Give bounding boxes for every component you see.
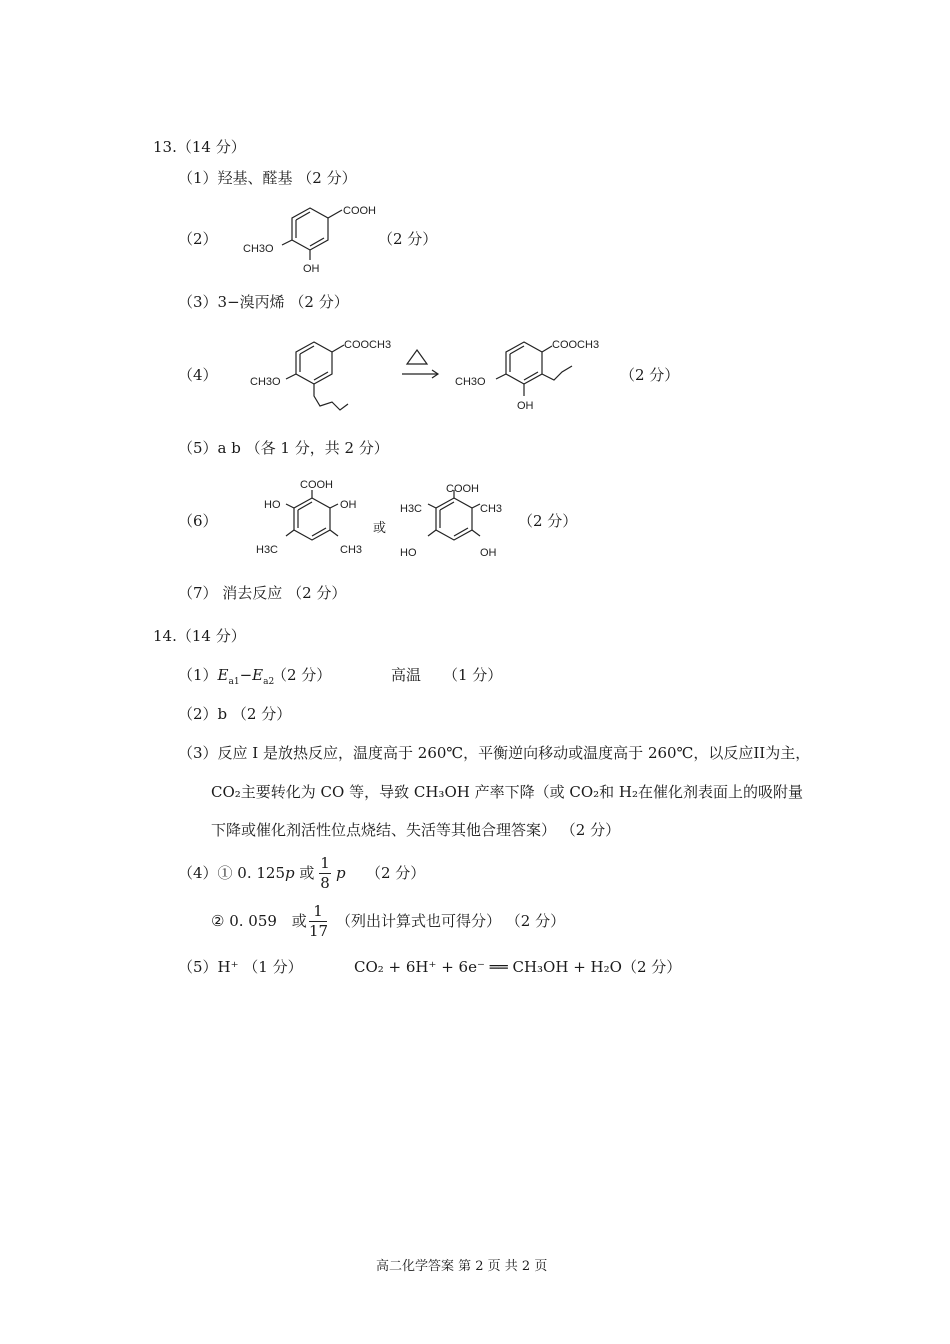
q14-part4-a-or: 或 (299, 864, 315, 882)
q13-header: 13.（14 分） (153, 138, 246, 156)
q13-part3: （3）3−溴丙烯 （2 分） (178, 293, 349, 311)
q14-part4-a-numerator: 1 (320, 854, 330, 872)
q14-part4-b-or: 或 (291, 912, 307, 930)
q14-part5-label: （5）H⁺ （1 分） (178, 958, 303, 976)
q14-part1-high-temp: 高温 (391, 666, 422, 684)
q13-part5: （5）a b （各 1 分，共 2 分） (178, 439, 389, 457)
q14-part1-ea1: E (217, 666, 229, 684)
q13-part2-label: （2） (178, 230, 218, 248)
q13-part4-reactant (248, 332, 392, 420)
q13-part6-a-cooh: COOH (300, 479, 333, 491)
q14-part4-b-denominator: 17 (309, 922, 329, 940)
q14-part4-b-fraction (309, 904, 327, 939)
q13-part6-a-ho: HO (264, 499, 281, 511)
q14-part4-a-denominator: 8 (320, 874, 330, 892)
q13-part2-oh: OH (303, 263, 320, 275)
q14-part4-b-note: （列出计算式也可得分） （2 分） (336, 912, 566, 930)
q13-part2-score: （2 分） (378, 230, 438, 248)
q13-part4-product-oh: OH (517, 400, 534, 412)
q13-part7: （7） 消去反应 （2 分） (178, 584, 347, 602)
q13-part6-b-h3c: H3C (400, 503, 423, 515)
q14-part2: （2）b （2 分） (178, 705, 292, 723)
q13-part4-label: （4） (178, 366, 218, 384)
q14-part1-score: （2 分） (272, 666, 332, 684)
q14-part1-ea1-sub: a1 (228, 677, 240, 687)
q14-header: 14.（14 分） (153, 627, 246, 645)
q14-part3-line1: （3）反应 I 是放热反应，温度高于 260℃，平衡逆向移动或温度高于 260℃，以反应II为主， (178, 744, 811, 762)
q14-part1 (178, 666, 275, 687)
q14-part1-ea2: E (252, 666, 264, 684)
q13-part4-reactant-ch3o: CH3O (250, 376, 281, 388)
q13-part6-a-ch3: CH3 (340, 544, 363, 556)
q14-part4-a-label: （4）① 0. 125 (178, 864, 286, 882)
q13-part6-a-h3c: H3C (256, 544, 279, 556)
q13-part6-b-ho: HO (400, 547, 417, 559)
q14-part4-a-p: p (285, 864, 295, 882)
q13-part6-a-oh: OH (340, 499, 357, 511)
q13-part2-ch3o: CH3O (243, 243, 274, 255)
q14-part1-minus: − (239, 666, 253, 684)
q14-part5-equation: CO₂ + 6H⁺ + 6e⁻ ══ CH₃OH + H₂O (354, 958, 622, 976)
q13-part2-structure (240, 200, 376, 280)
q13-part6-score: （2 分） (518, 512, 578, 530)
q14-part1-label: （1） (178, 666, 218, 684)
q13-part4-product-ch3o: CH3O (455, 376, 486, 388)
q13-part4-product-cooch3: COOCH3 (552, 339, 600, 351)
q13-part4-score: （2 分） (620, 366, 680, 384)
q14-part4-b (211, 914, 307, 929)
q14-part4-b-numerator: 1 (313, 902, 323, 920)
q13-part6-b-oh: OH (480, 547, 497, 559)
reaction-arrow-icon (400, 348, 442, 382)
q14-part3-line2: CO₂主要转化为 CO 等，导致 CH₃OH 产率下降（或 CO₂和 H₂在催化剂表面上的吸附量 (211, 783, 804, 801)
q14-part1-ea2-sub: a2 (263, 677, 275, 687)
q14-part4-a-p2: p (336, 864, 346, 882)
q13-part6-structure-b (398, 478, 518, 566)
q13-part6-b-ch3: CH3 (480, 503, 503, 515)
q14-part1-high-temp-score: （1 分） (443, 666, 503, 684)
q13-part2-cooh: COOH (343, 205, 376, 217)
q13-part6-or: 或 (373, 521, 387, 536)
q13-part6-structure-a (256, 478, 376, 566)
q14-part5-score: （2 分） (622, 958, 682, 976)
q14-part4-a (178, 866, 314, 881)
q14-part4-a-score: （2 分） (366, 864, 426, 882)
q13-part4-reactant-cooch3: COOCH3 (344, 339, 392, 351)
q13-part4-product (452, 332, 612, 420)
q13-part1: （1）羟基、醛基 （2 分） (178, 169, 357, 187)
q14-part4-a-fraction (319, 856, 331, 891)
q13-part6-label: （6） (178, 512, 218, 530)
page-footer: 高二化学答案 第 2 页 共 2 页 (376, 1259, 548, 1274)
q13-part6-b-cooh: COOH (446, 483, 479, 495)
q14-part3-line3: 下降或催化剂活性位点烧结、失活等其他合理答案） （2 分） (211, 821, 621, 839)
q14-part4-b-label: ② 0. 059 (211, 912, 277, 930)
